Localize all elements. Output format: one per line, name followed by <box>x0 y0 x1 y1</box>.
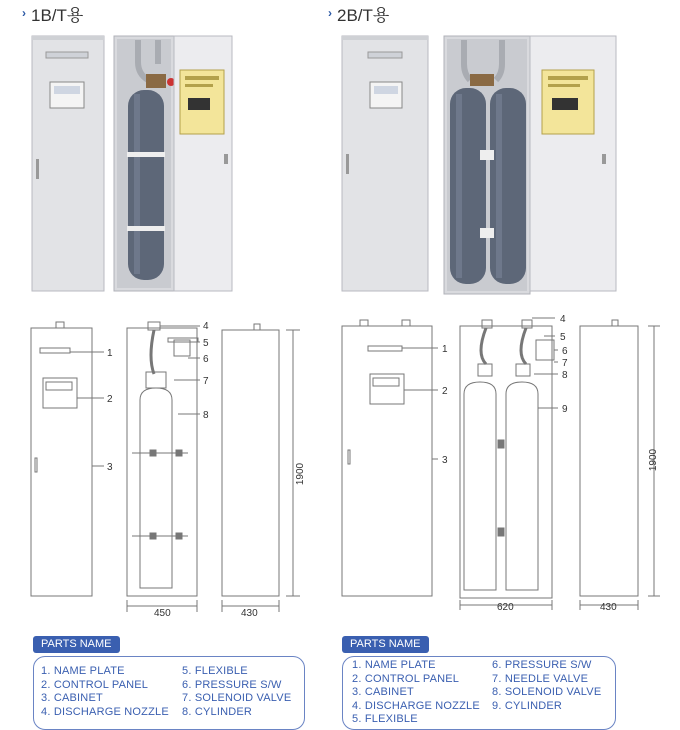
part-item: 5. FLEXIBLE <box>182 665 248 677</box>
technical-drawing-1bt <box>28 318 310 618</box>
part-item: 7. NEEDLE VALVE <box>492 672 589 685</box>
callout-4: 4 <box>560 314 566 325</box>
part-item: 7. SOLENOID VALVE <box>182 692 292 705</box>
callout-7: 7 <box>562 358 568 369</box>
technical-drawing-2bt <box>340 314 660 614</box>
title-text: 2B/T용 <box>337 5 390 25</box>
part-item: 1. NAME PLATE <box>352 659 436 671</box>
part-item: 2. CONTROL PANEL <box>352 672 460 685</box>
parts-name-panel-1bt <box>33 636 305 730</box>
callout-1: 1 <box>442 344 448 355</box>
dim-height: 1900 <box>295 462 306 486</box>
part-item: 3. CABINET <box>41 692 103 705</box>
callout-3: 3 <box>442 455 448 466</box>
part-item: 6. PRESSURE S/W <box>492 659 592 671</box>
section-title-1bt <box>22 2 83 24</box>
parts-list-col2 <box>492 659 601 713</box>
callout-8: 8 <box>203 410 209 421</box>
bullet-arrow-icon: › <box>328 6 332 20</box>
callout-8: 8 <box>562 370 568 381</box>
part-item: 8. CYLINDER <box>182 705 253 718</box>
callout-3: 3 <box>107 462 113 473</box>
cabinet-photo-1bt <box>30 34 235 296</box>
parts-list-col1 <box>352 659 480 727</box>
callout-5: 5 <box>203 338 209 349</box>
callout-1: 1 <box>107 348 113 359</box>
parts-list-col1 <box>41 665 169 719</box>
parts-name-panel-2bt <box>342 636 616 730</box>
section-title-2bt <box>328 2 389 24</box>
part-item: 4. DISCHARGE NOZZLE <box>41 705 169 718</box>
parts-name-header: PARTS NAME <box>342 636 429 653</box>
part-item: 4. DISCHARGE NOZZLE <box>352 699 480 712</box>
dim-height: 1900 <box>648 448 659 472</box>
callout-7: 7 <box>203 376 209 387</box>
part-item: 2. CONTROL PANEL <box>41 678 149 691</box>
dim-depth: 430 <box>241 608 258 618</box>
callout-4: 4 <box>203 321 209 332</box>
parts-name-header: PARTS NAME <box>33 636 120 653</box>
cabinet-photo-2bt <box>340 34 620 296</box>
callout-9: 9 <box>562 404 568 415</box>
dim-width: 450 <box>154 608 171 618</box>
callout-2: 2 <box>442 386 448 397</box>
callout-6: 6 <box>562 346 568 357</box>
title-text: 1B/T용 <box>31 5 84 25</box>
part-item: 5. FLEXIBLE <box>352 713 418 726</box>
bullet-arrow-icon: › <box>22 6 26 20</box>
dim-depth: 430 <box>600 602 617 613</box>
part-item: 3. CABINET <box>352 686 414 699</box>
part-item: 1. NAME PLATE <box>41 665 125 677</box>
parts-list-col2 <box>182 665 291 719</box>
part-item: 9. CYLINDER <box>492 699 563 712</box>
callout-2: 2 <box>107 394 113 405</box>
part-item: 8. SOLENOID VALVE <box>492 686 602 699</box>
callout-6: 6 <box>203 354 209 365</box>
part-item: 6. PRESSURE S/W <box>182 678 282 691</box>
dim-width: 620 <box>497 602 514 613</box>
callout-5: 5 <box>560 332 566 343</box>
